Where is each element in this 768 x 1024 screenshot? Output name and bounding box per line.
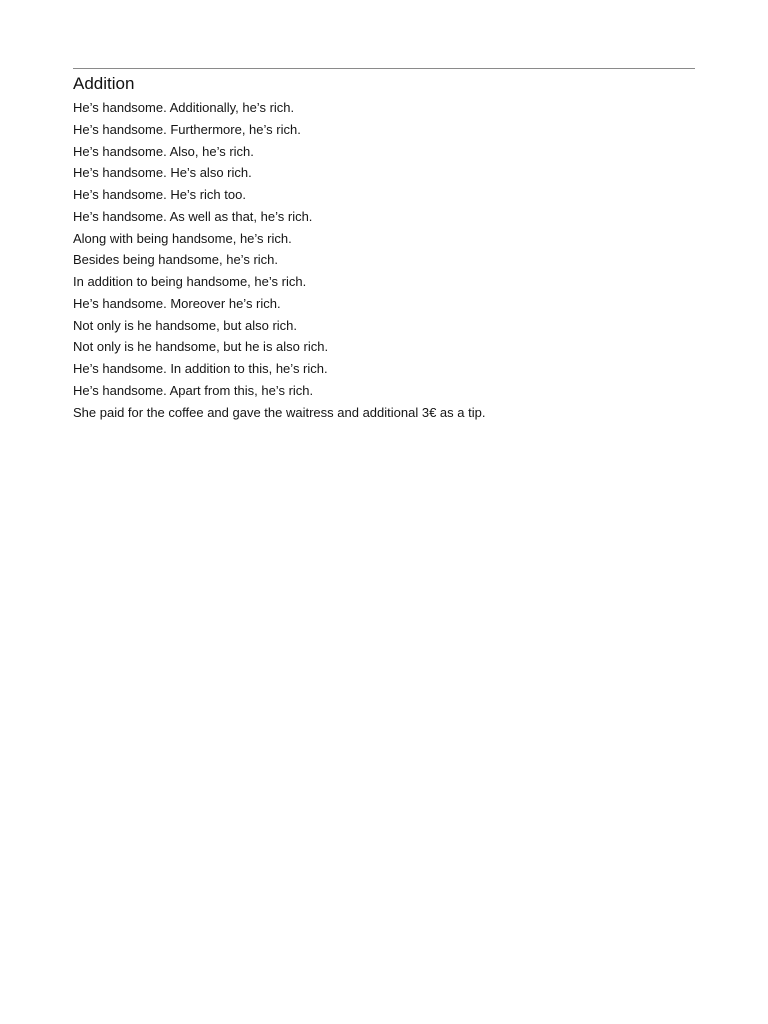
- example-sentence: He’s handsome. In addition to this, he’s rich.: [73, 361, 328, 376]
- example-sentence: He’s handsome. Additionally, he’s rich.: [73, 100, 295, 115]
- example-sentence: In addition to being handsome, he’s rich.: [73, 274, 307, 289]
- example-sentence: He’s handsome. As well as that, he’s rich.: [73, 208, 313, 224]
- example-sentence-list: [73, 97, 695, 423]
- document-page: [73, 68, 695, 423]
- section-title: Addition: [73, 74, 135, 93]
- example-sentence: He’s handsome. Furthermore, he’s rich.: [73, 121, 301, 137]
- example-sentence: She paid for the coffee and gave the waitress and additional 3€ as a tip.: [73, 404, 486, 420]
- top-divider: [73, 68, 695, 69]
- example-sentence: He’s handsome. He’s also rich.: [73, 165, 252, 181]
- example-sentence: Not only is he handsome, but also rich.: [73, 317, 298, 333]
- example-sentence: Besides being handsome, he’s rich.: [73, 252, 278, 268]
- example-sentence: He’s handsome. Apart from this, he’s rich.: [73, 382, 314, 398]
- example-sentence: Not only is he handsome, but he is also rich.: [73, 339, 329, 355]
- example-sentence: Along with being handsome, he’s rich.: [73, 230, 292, 246]
- example-sentence: He’s handsome. He’s rich too.: [73, 187, 246, 202]
- example-sentence: He’s handsome. Moreover he’s rich.: [73, 295, 281, 311]
- example-sentence: He’s handsome. Also, he’s rich.: [73, 143, 254, 159]
